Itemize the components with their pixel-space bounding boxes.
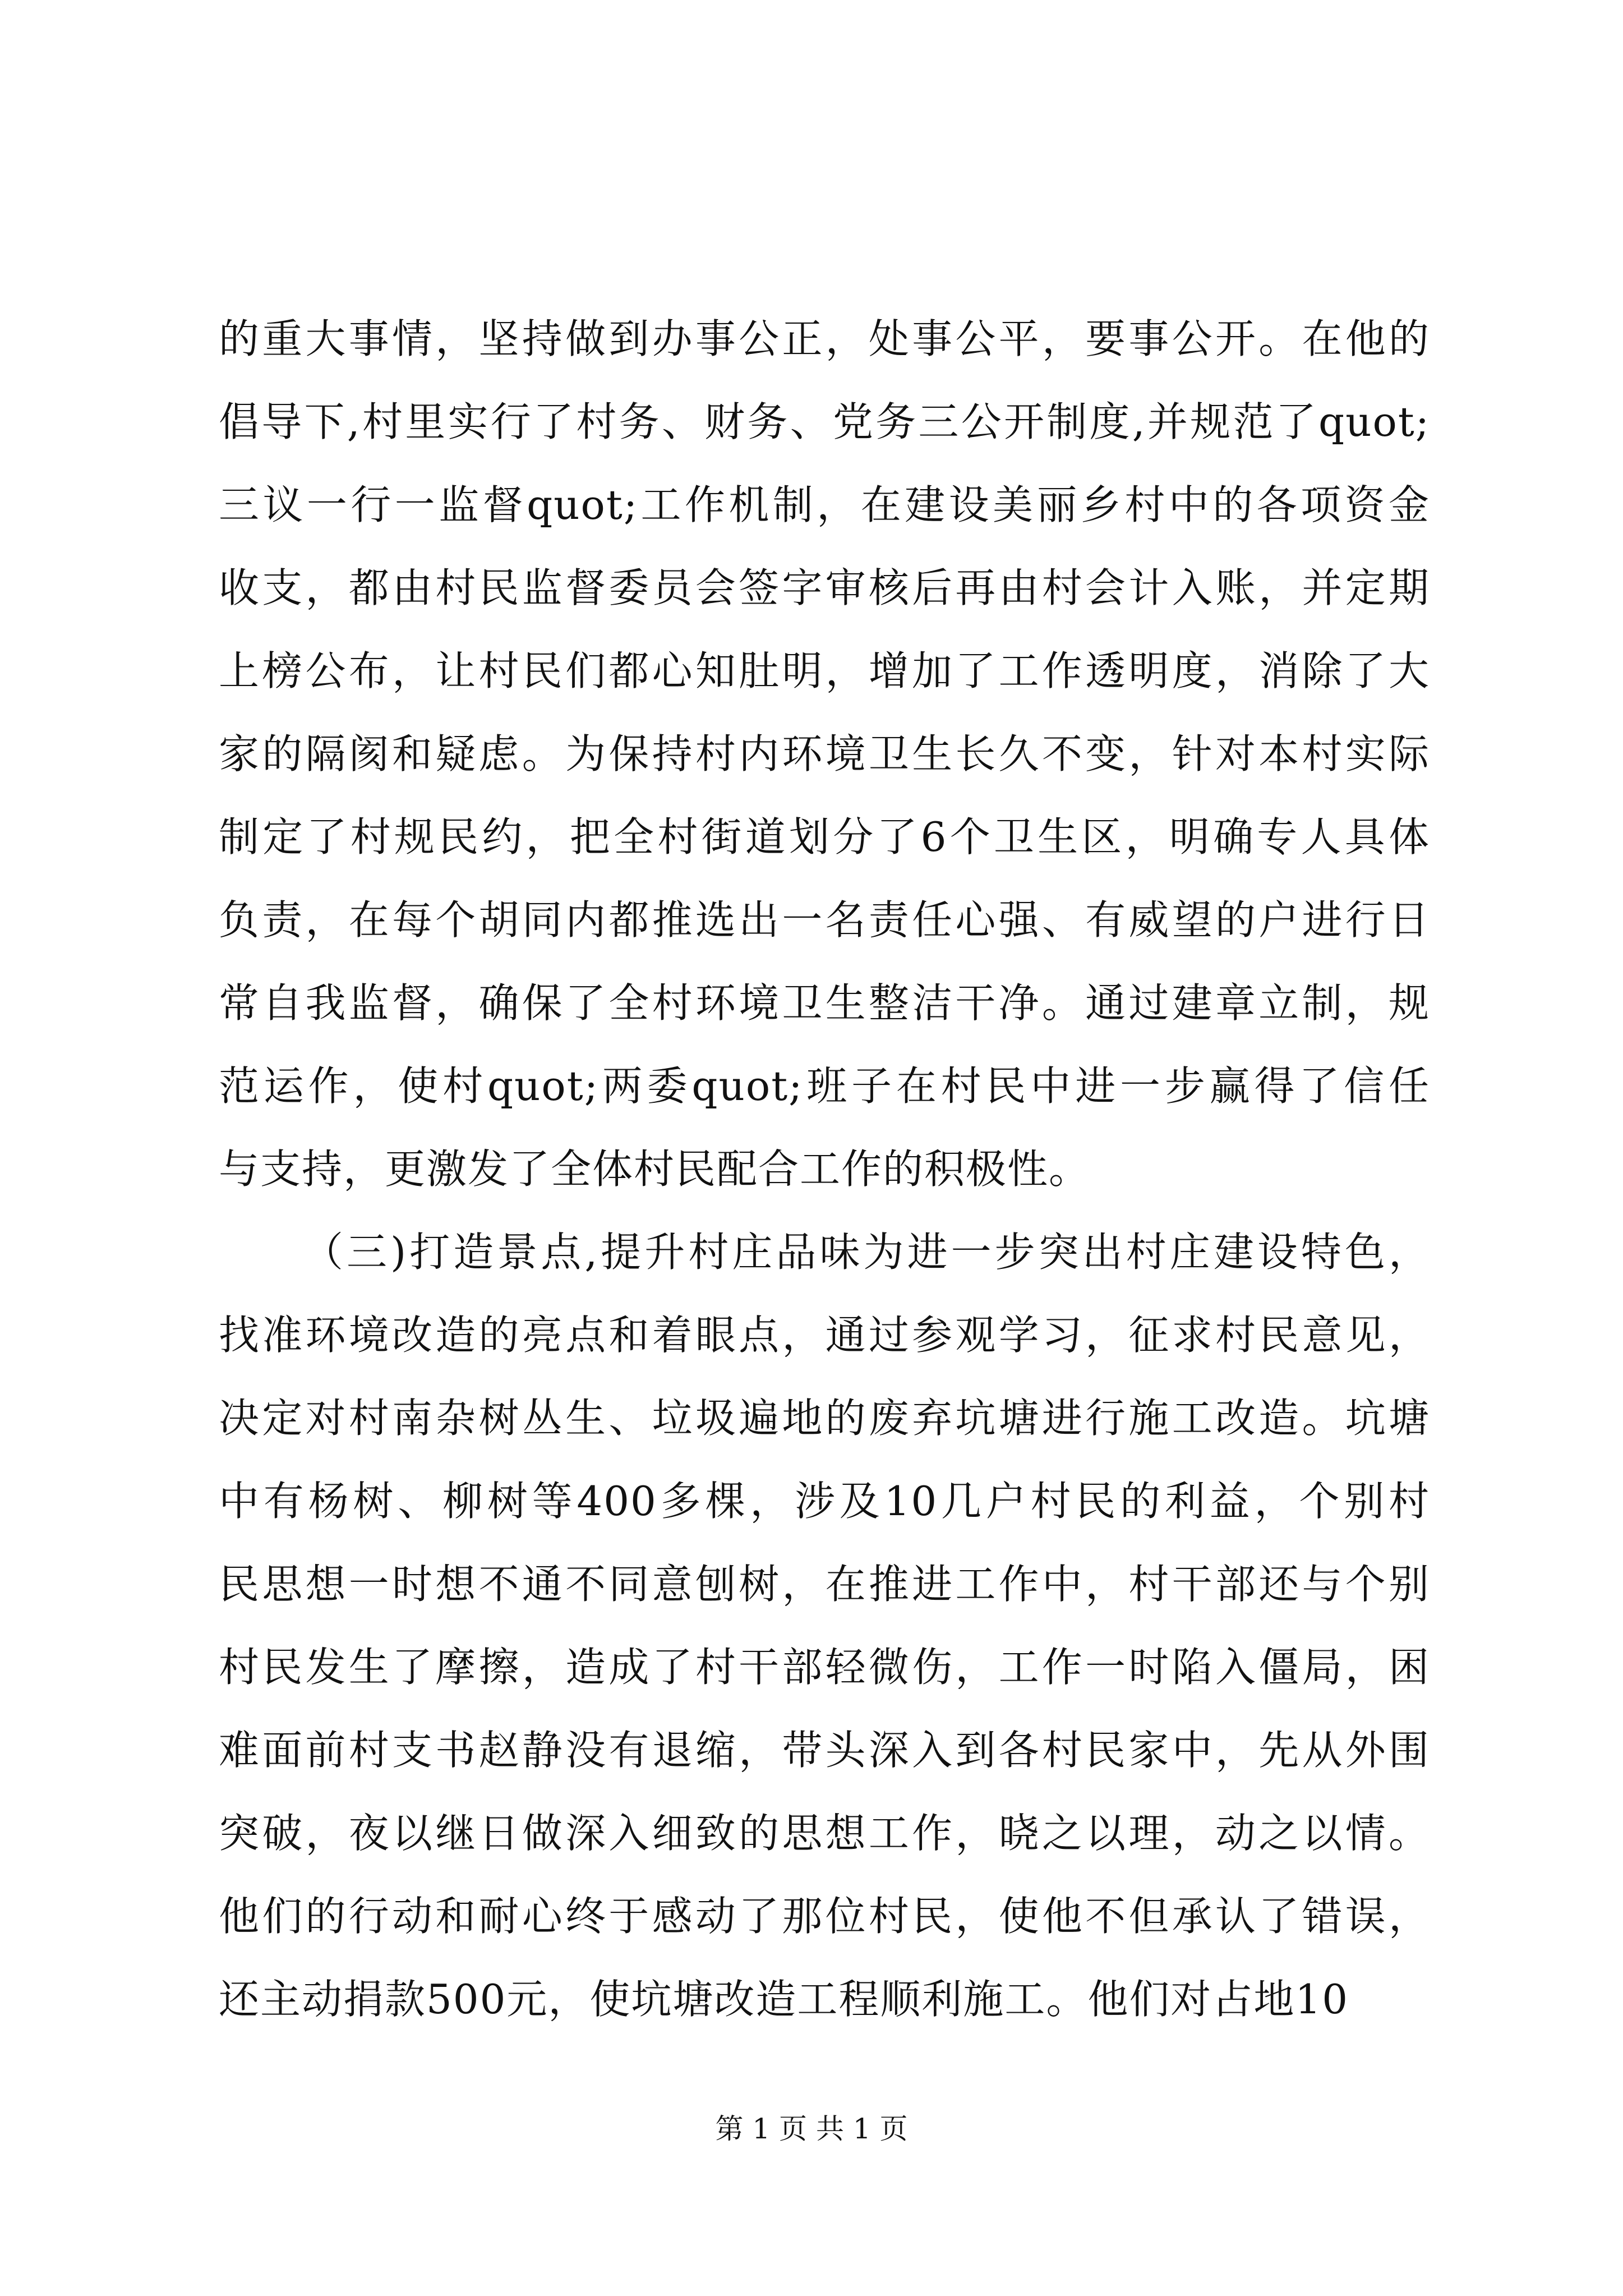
text-line: 村民发生了摩擦，造成了村干部轻微伤，工作一时陷入僵局，困 (219, 1644, 1430, 1691)
text-line: 民思想一时想不通不同意刨树，在推进工作中，村干部还与个别 (219, 1561, 1430, 1608)
text-line: （三)打造景点,提升村庄品味为进一步突出村庄建设特色， (303, 1228, 1430, 1276)
text-line: 他们的行动和耐心终于感动了那位村民，使他不但承认了错误， (219, 1893, 1430, 1940)
text-line: 倡导下,村里实行了村务、财务、党务三公开制度,并规范了quot; (219, 398, 1430, 445)
text-line: 中有杨树、柳树等400多棵，涉及10几户村民的利益，个别村 (219, 1478, 1430, 1525)
text-line: 范运作，使村quot;两委quot;班子在村民中进一步赢得了信任 (219, 1062, 1430, 1110)
document-body (219, 297, 1430, 2041)
text-line: 还主动捐款500元，使坑塘改造工程顺利施工。他们对占地10 (219, 1976, 1349, 2023)
text-line: 常自我监督，确保了全村环境卫生整洁干净。通过建章立制，规 (219, 979, 1430, 1027)
text-line: 难面前村支书赵静没有退缩，带头深入到各村民家中，先从外围 (219, 1727, 1430, 1774)
text-line: 收支，都由村民监督委员会签字审核后再由村会计入账，并定期 (219, 564, 1430, 611)
page-number-footer: 第 1 页 共 1 页 (715, 2113, 908, 2145)
text-line: 的重大事情，坚持做到办事公正，处事公平，要事公开。在他的 (219, 315, 1430, 362)
text-line: 决定对村南杂树丛生、垃圾遍地的废弃坑塘进行施工改造。坑塘 (219, 1395, 1430, 1442)
paragraph (219, 1211, 1430, 2041)
text-line: 与支持，更激发了全体村民配合工作的积极性。 (219, 1145, 1091, 1193)
text-line: 家的隔阂和疑虑。为保持村内环境卫生长久不变，针对本村实际 (219, 730, 1430, 777)
text-line: 制定了村规民约，把全村街道划分了6个卫生区，明确专人具体 (219, 813, 1430, 861)
text-line: 找准环境改造的亮点和着眼点，通过参观学习，征求村民意见， (219, 1312, 1430, 1359)
text-line: 上榜公布，让村民们都心知肚明，增加了工作透明度，消除了大 (219, 647, 1430, 694)
text-line: 三议一行一监督quot;工作机制，在建设美丽乡村中的各项资金 (219, 481, 1430, 528)
paragraph (219, 297, 1430, 1211)
text-line: 突破，夜以继日做深入细致的思想工作，晓之以理，动之以情。 (219, 1810, 1430, 1857)
text-line: 负责，在每个胡同内都推选出一名责任心强、有威望的户进行日 (219, 896, 1430, 944)
